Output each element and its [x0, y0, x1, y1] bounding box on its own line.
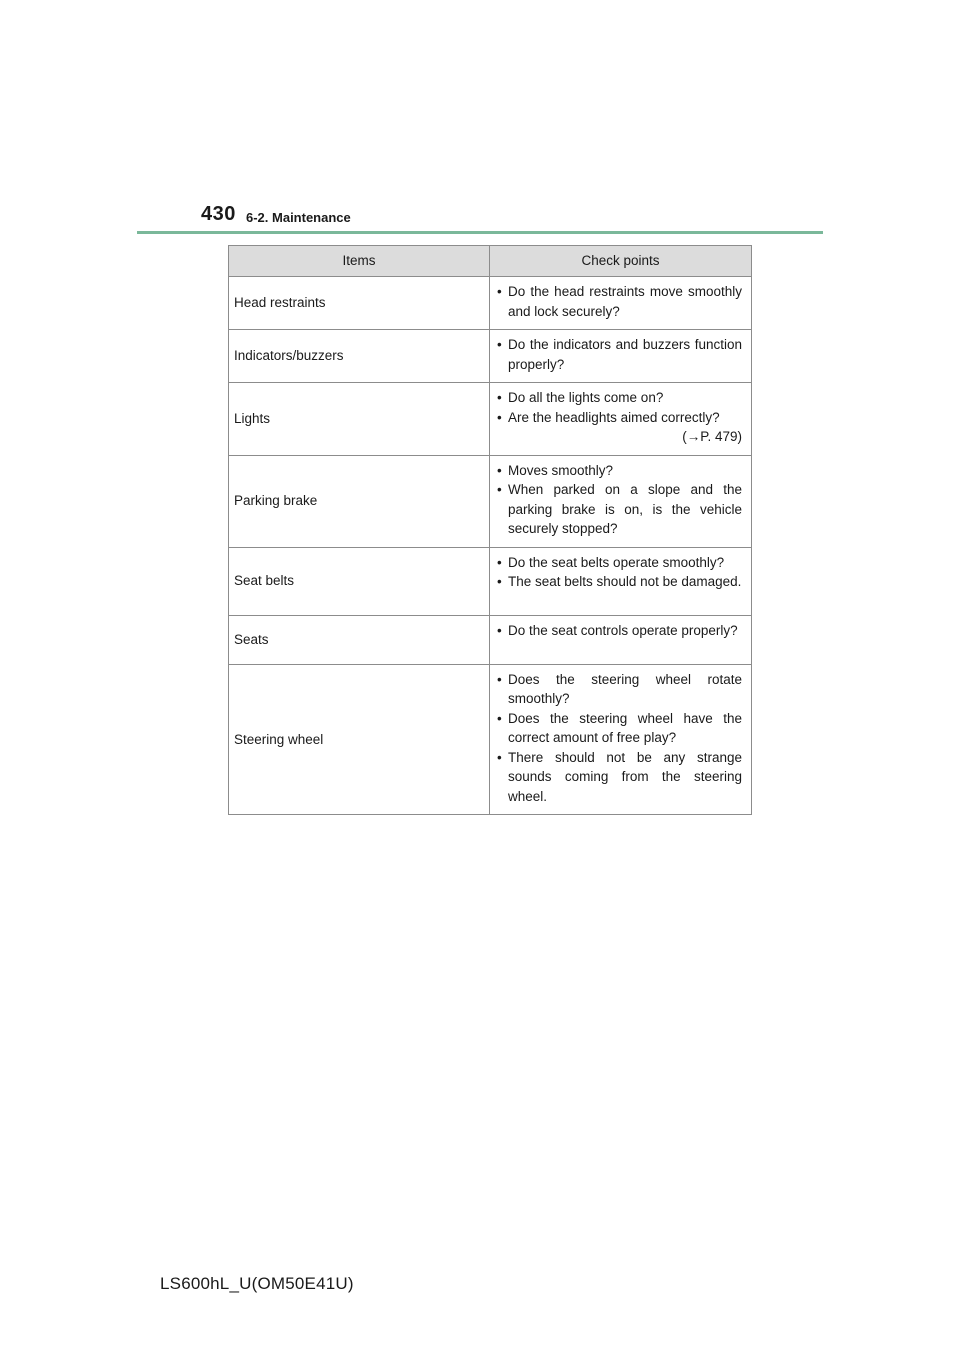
item-cell: Steering wheel	[229, 664, 490, 815]
table-row	[229, 615, 752, 664]
table-header-row	[229, 246, 752, 277]
page-reference: (→P. 479)	[682, 429, 742, 444]
check-points-cell	[490, 615, 752, 664]
check-point: • There should not be any strange sounds coming from the steering wheel.	[499, 748, 742, 807]
check-point: • Do the seat controls operate properly?	[499, 621, 742, 641]
check-point: • Does the steering wheel have the correct amount of free play?	[499, 709, 742, 748]
page-number: 430	[201, 203, 236, 225]
check-points-cell	[490, 330, 752, 383]
item-cell: Lights	[229, 383, 490, 456]
check-point: • Do all the lights come on?	[499, 388, 742, 408]
table-row	[229, 277, 752, 330]
header-divider	[137, 231, 823, 234]
table-row	[229, 330, 752, 383]
column-header-items: Items	[229, 246, 490, 277]
check-point: • The seat belts should not be damaged.	[499, 572, 742, 592]
check-points-cell	[490, 664, 752, 815]
table-row	[229, 383, 752, 456]
table-row	[229, 455, 752, 547]
check-points-table	[228, 245, 752, 815]
check-point: • Do the indicators and buzzers function properly?	[499, 335, 742, 374]
check-point: • Do the head restraints move smoothly and lock securely?	[499, 282, 742, 321]
item-cell: Indicators/buzzers	[229, 330, 490, 383]
item-cell: Head restraints	[229, 277, 490, 330]
table-row	[229, 664, 752, 815]
item-cell: Seat belts	[229, 547, 490, 615]
item-cell: Parking brake	[229, 455, 490, 547]
check-points-cell	[490, 547, 752, 615]
column-header-check-points: Check points	[490, 246, 752, 277]
check-point: • Does the steering wheel rotate smoothly?	[499, 670, 742, 709]
check-points-cell	[490, 277, 752, 330]
check-point: • Are the headlights aimed correctly?	[499, 408, 742, 428]
section-title: 6-2. Maintenance	[246, 210, 351, 225]
item-cell: Seats	[229, 615, 490, 664]
check-point: • Do the seat belts operate smoothly?	[499, 553, 742, 573]
page-header	[0, 0, 960, 240]
check-points-cell	[490, 455, 752, 547]
document-code: LS600hL_U(OM50E41U)	[160, 1274, 354, 1293]
table-row	[229, 547, 752, 615]
check-points-cell	[490, 383, 752, 456]
check-point: • Moves smoothly?	[499, 461, 742, 481]
check-point: • When parked on a slope and the parking brake is on, is the vehicle securely stopped?	[499, 480, 742, 539]
